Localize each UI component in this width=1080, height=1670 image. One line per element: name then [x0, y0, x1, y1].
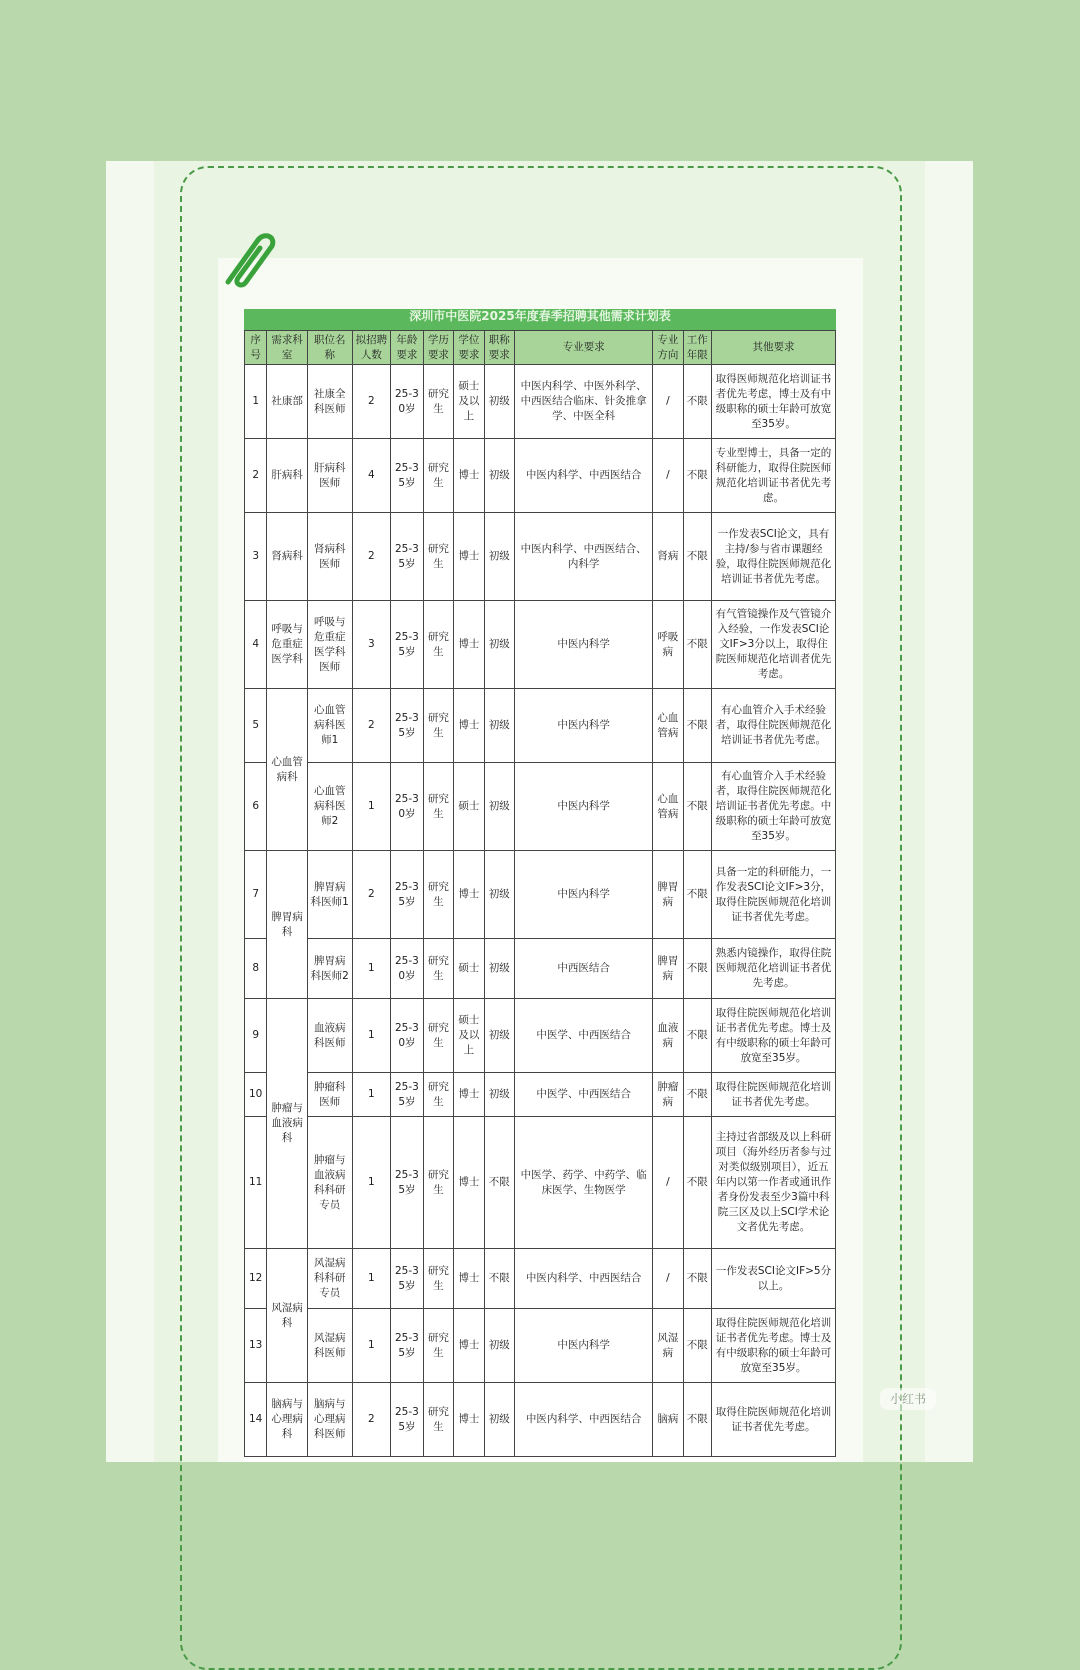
- header-degree: 学位要求: [454, 331, 484, 365]
- cell-position: 肿瘤科医师: [307, 1073, 352, 1117]
- header-direction: 专业方向: [653, 331, 683, 365]
- cell-direction: 脑病: [653, 1383, 683, 1457]
- table-row: [245, 1073, 836, 1117]
- cell-edu: 研究生: [423, 999, 453, 1073]
- cell-seq: 1: [245, 365, 267, 439]
- cell-major: 中医内科学、中西医结合: [515, 1383, 653, 1457]
- cell-position: 肿瘤与血液病科科研专员: [307, 1117, 352, 1249]
- cell-age: 25-35岁: [391, 439, 423, 513]
- cell-seq: 4: [245, 601, 267, 689]
- cell-dept: 脑病与心理病科: [267, 1383, 308, 1457]
- cell-dept: 心血管病科: [267, 689, 308, 851]
- cell-age: 25-35岁: [391, 1117, 423, 1249]
- cell-dept: 脾胃病科: [267, 851, 308, 999]
- cell-other: 取得住院医师规范化培训证书者优先考虑。博士及有中级职称的硕士年龄可放宽至35岁。: [712, 1309, 836, 1383]
- cell-count: 1: [352, 763, 391, 851]
- header-seq: 序号: [245, 331, 267, 365]
- cell-position: 肝病科医师: [307, 439, 352, 513]
- cell-count: 1: [352, 1117, 391, 1249]
- table-row: [245, 601, 836, 689]
- cell-edu: 研究生: [423, 1383, 453, 1457]
- cell-seq: 9: [245, 999, 267, 1073]
- cell-title: 初级: [484, 689, 514, 763]
- cell-dept: 呼吸与危重症医学科: [267, 601, 308, 689]
- cell-seq: 10: [245, 1073, 267, 1117]
- cell-edu: 研究生: [423, 601, 453, 689]
- table-title: 深圳市中医院2025年度春季招聘其他需求计划表: [244, 309, 836, 330]
- cell-major: 中医内科学、中西医结合: [515, 1249, 653, 1309]
- cell-degree: 硕士及以上: [454, 365, 484, 439]
- cell-years: 不限: [683, 763, 711, 851]
- cell-direction: 肿瘤病: [653, 1073, 683, 1117]
- cell-years: 不限: [683, 601, 711, 689]
- table-row: [245, 513, 836, 601]
- cell-title: 初级: [484, 365, 514, 439]
- table-row: [245, 1117, 836, 1249]
- cell-edu: 研究生: [423, 939, 453, 999]
- cell-years: 不限: [683, 513, 711, 601]
- cell-edu: 研究生: [423, 1309, 453, 1383]
- cell-years: 不限: [683, 1383, 711, 1457]
- cell-age: 25-35岁: [391, 601, 423, 689]
- cell-position: 血液病科医师: [307, 999, 352, 1073]
- cell-years: 不限: [683, 689, 711, 763]
- cell-age: 25-35岁: [391, 851, 423, 939]
- table-row: [245, 1309, 836, 1383]
- cell-seq: 5: [245, 689, 267, 763]
- cell-degree: 博士: [454, 689, 484, 763]
- cell-title: 不限: [484, 1249, 514, 1309]
- cell-degree: 博士: [454, 1249, 484, 1309]
- cell-major: 中医内科学: [515, 689, 653, 763]
- header-other: 其他要求: [712, 331, 836, 365]
- cell-position: 脾胃病科医师1: [307, 851, 352, 939]
- cell-title: 初级: [484, 1383, 514, 1457]
- cell-direction: /: [653, 1117, 683, 1249]
- cell-count: 1: [352, 939, 391, 999]
- cell-degree: 博士: [454, 1309, 484, 1383]
- paperclip-icon: [214, 224, 284, 294]
- cell-seq: 6: [245, 763, 267, 851]
- cell-age: 25-35岁: [391, 1249, 423, 1309]
- cell-other: 一作发表SCI论文IF>5分以上。: [712, 1249, 836, 1309]
- cell-other: 取得住院医师规范化培训证书者优先考虑。: [712, 1073, 836, 1117]
- cell-edu: 研究生: [423, 851, 453, 939]
- cell-seq: 7: [245, 851, 267, 939]
- header-title: 职称要求: [484, 331, 514, 365]
- table-row: [245, 439, 836, 513]
- cell-other: 熟悉内镜操作，取得住院医师规范化培训证书者优先考虑。: [712, 939, 836, 999]
- cell-degree: 博士: [454, 513, 484, 601]
- cell-count: 2: [352, 851, 391, 939]
- cell-years: 不限: [683, 851, 711, 939]
- cell-seq: 2: [245, 439, 267, 513]
- cell-direction: 呼吸病: [653, 601, 683, 689]
- table-row: [245, 939, 836, 999]
- cell-other: 一作发表SCI论文，具有主持/参与省市课题经验，取得住院医师规范化培训证书者优先考虑。: [712, 513, 836, 601]
- cell-title: 初级: [484, 851, 514, 939]
- cell-degree: 博士: [454, 851, 484, 939]
- cell-major: 中医学、中西医结合: [515, 999, 653, 1073]
- cell-years: 不限: [683, 1249, 711, 1309]
- cell-count: 1: [352, 999, 391, 1073]
- cell-edu: 研究生: [423, 1073, 453, 1117]
- cell-other: 取得医师规范化培训证书者优先考虑，博士及有中级职称的硕士年龄可放宽至35岁。: [712, 365, 836, 439]
- cell-seq: 13: [245, 1309, 267, 1383]
- cell-edu: 研究生: [423, 1117, 453, 1249]
- table-row: [245, 1249, 836, 1309]
- cell-position: 风湿病科科研专员: [307, 1249, 352, 1309]
- cell-direction: 血液病: [653, 999, 683, 1073]
- cell-edu: 研究生: [423, 763, 453, 851]
- cell-major: 中医内科学: [515, 601, 653, 689]
- cell-other: 有心血管介入手术经验者，取得住院医师规范化培训证书者优先考虑。: [712, 689, 836, 763]
- cell-title: 初级: [484, 999, 514, 1073]
- cell-seq: 3: [245, 513, 267, 601]
- cell-position: 呼吸与危重症医学科医师: [307, 601, 352, 689]
- cell-edu: 研究生: [423, 439, 453, 513]
- cell-other: 有气管镜操作及气管镜介入经验，一作发表SCI论文IF>3分以上，取得住院医师规范化培训者优先考虑。: [712, 601, 836, 689]
- cell-other: 具备一定的科研能力，一作发表SCI论文IF>3分，取得住院医师规范化培训证书者优先考虑。: [712, 851, 836, 939]
- header-years: 工作年限: [683, 331, 711, 365]
- cell-other: 专业型博士，具备一定的科研能力，取得住院医师规范化培训证书者优先考虑。: [712, 439, 836, 513]
- cell-direction: /: [653, 439, 683, 513]
- cell-seq: 12: [245, 1249, 267, 1309]
- header-major: 专业要求: [515, 331, 653, 365]
- cell-age: 25-35岁: [391, 513, 423, 601]
- cell-degree: 博士: [454, 1383, 484, 1457]
- cell-age: 25-30岁: [391, 365, 423, 439]
- table-row: [245, 851, 836, 939]
- cell-years: 不限: [683, 439, 711, 513]
- cell-count: 1: [352, 1249, 391, 1309]
- cell-dept: 社康部: [267, 365, 308, 439]
- table-row: [245, 763, 836, 851]
- cell-age: 25-35岁: [391, 689, 423, 763]
- recruitment-table: [244, 330, 836, 1457]
- table-row: [245, 1383, 836, 1457]
- cell-count: 2: [352, 689, 391, 763]
- cell-position: 心血管病科医师2: [307, 763, 352, 851]
- cell-other: 有心血管介入手术经验者，取得住院医师规范化培训证书者优先考虑。中级职称的硕士年龄可放宽至35岁。: [712, 763, 836, 851]
- cell-major: 中医内科学: [515, 851, 653, 939]
- cell-age: 25-30岁: [391, 999, 423, 1073]
- cell-direction: 风湿病: [653, 1309, 683, 1383]
- cell-position: 风湿病科医师: [307, 1309, 352, 1383]
- cell-age: 25-35岁: [391, 1073, 423, 1117]
- cell-age: 25-35岁: [391, 1309, 423, 1383]
- cell-position: 心血管病科医师1: [307, 689, 352, 763]
- cell-degree: 硕士及以上: [454, 999, 484, 1073]
- recruitment-table-container: [244, 309, 836, 1462]
- cell-years: 不限: [683, 1117, 711, 1249]
- cell-major: 中医内科学、中西医结合、内科学: [515, 513, 653, 601]
- cell-count: 3: [352, 601, 391, 689]
- cell-degree: 博士: [454, 601, 484, 689]
- cell-count: 1: [352, 1309, 391, 1383]
- cell-other: 主持过省部级及以上科研项目（海外经历者参与过对类似级别项目），近五年内以第一作者或通讯作者身份发表至少3篇中科院三区及以上SCI学术论文者优先考虑。: [712, 1117, 836, 1249]
- cell-title: 初级: [484, 1073, 514, 1117]
- cell-position: 肾病科医师: [307, 513, 352, 601]
- cell-other: 取得住院医师规范化培训证书者优先考虑。博士及有中级职称的硕士年龄可放宽至35岁。: [712, 999, 836, 1073]
- cell-major: 中医学、药学、中药学、临床医学、生物医学: [515, 1117, 653, 1249]
- header-age: 年龄要求: [391, 331, 423, 365]
- cell-title: 不限: [484, 1117, 514, 1249]
- cell-degree: 博士: [454, 1073, 484, 1117]
- cell-seq: 14: [245, 1383, 267, 1457]
- cell-major: 中医学、中西医结合: [515, 1073, 653, 1117]
- cell-count: 4: [352, 439, 391, 513]
- cell-dept: 肾病科: [267, 513, 308, 601]
- cell-major: 中西医结合: [515, 939, 653, 999]
- cell-title: 初级: [484, 1309, 514, 1383]
- cell-count: 2: [352, 365, 391, 439]
- cell-title: 初级: [484, 439, 514, 513]
- cell-years: 不限: [683, 939, 711, 999]
- cell-edu: 研究生: [423, 365, 453, 439]
- cell-edu: 研究生: [423, 513, 453, 601]
- cell-other: 取得住院医师规范化培训证书者优先考虑。: [712, 1383, 836, 1457]
- cell-major: 中医内科学、中医外科学、中西医结合临床、针灸推拿学、中医全科: [515, 365, 653, 439]
- cell-title: 初级: [484, 601, 514, 689]
- cell-count: 1: [352, 1073, 391, 1117]
- cell-seq: 8: [245, 939, 267, 999]
- cell-age: 25-30岁: [391, 939, 423, 999]
- cell-years: 不限: [683, 1309, 711, 1383]
- cell-count: 2: [352, 513, 391, 601]
- header-count: 拟招聘人数: [352, 331, 391, 365]
- cell-degree: 博士: [454, 1117, 484, 1249]
- table-row: [245, 999, 836, 1073]
- cell-major: 中医内科学: [515, 1309, 653, 1383]
- cell-age: 25-30岁: [391, 763, 423, 851]
- cell-direction: 心血管病: [653, 763, 683, 851]
- cell-dept: 肿瘤与血液病科: [267, 999, 308, 1249]
- cell-direction: /: [653, 365, 683, 439]
- cell-edu: 研究生: [423, 1249, 453, 1309]
- header-position: 职位名称: [307, 331, 352, 365]
- cell-position: 脑病与心理病科医师: [307, 1383, 352, 1457]
- cell-dept: 肝病科: [267, 439, 308, 513]
- cell-edu: 研究生: [423, 689, 453, 763]
- header-edu: 学历要求: [423, 331, 453, 365]
- table-row: [245, 689, 836, 763]
- cell-direction: 脾胃病: [653, 851, 683, 939]
- cell-years: 不限: [683, 365, 711, 439]
- cell-seq: 11: [245, 1117, 267, 1249]
- cell-years: 不限: [683, 1073, 711, 1117]
- header-row: [245, 331, 836, 365]
- cell-direction: 脾胃病: [653, 939, 683, 999]
- cell-title: 初级: [484, 513, 514, 601]
- cell-title: 初级: [484, 763, 514, 851]
- cell-position: 社康全科医师: [307, 365, 352, 439]
- table-row: [245, 365, 836, 439]
- cell-degree: 博士: [454, 439, 484, 513]
- cell-direction: /: [653, 1249, 683, 1309]
- cell-major: 中医内科学: [515, 763, 653, 851]
- watermark-badge: 小红书: [880, 1388, 936, 1410]
- cell-direction: 肾病: [653, 513, 683, 601]
- cell-dept: 风湿病科: [267, 1249, 308, 1383]
- cell-age: 25-35岁: [391, 1383, 423, 1457]
- cell-major: 中医内科学、中西医结合: [515, 439, 653, 513]
- cell-degree: 硕士: [454, 939, 484, 999]
- cell-direction: 心血管病: [653, 689, 683, 763]
- cell-title: 初级: [484, 939, 514, 999]
- cell-degree: 硕士: [454, 763, 484, 851]
- cell-count: 2: [352, 1383, 391, 1457]
- cell-years: 不限: [683, 999, 711, 1073]
- header-dept: 需求科室: [267, 331, 308, 365]
- cell-position: 脾胃病科医师2: [307, 939, 352, 999]
